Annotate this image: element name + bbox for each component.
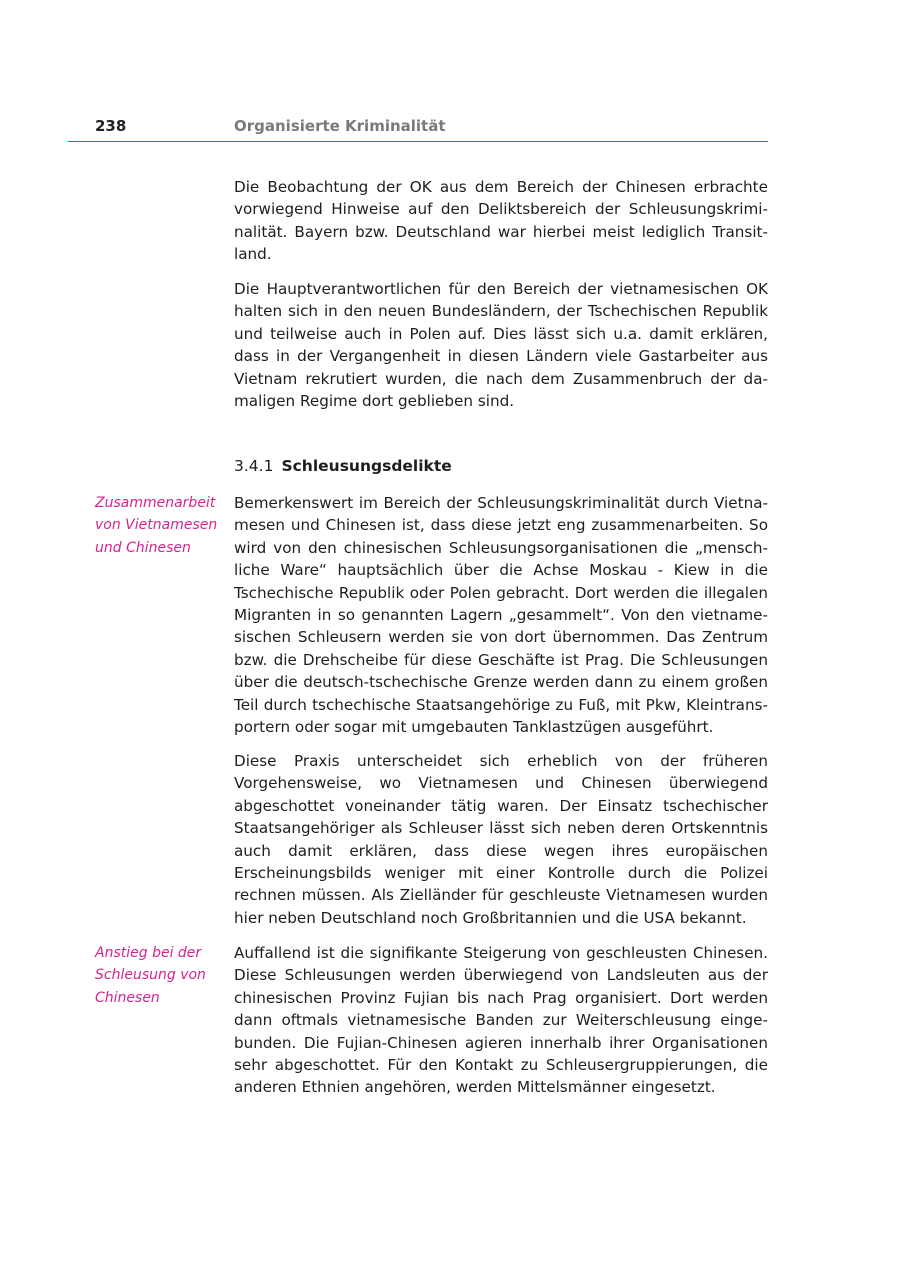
paragraph-practice: Diese Praxis unterscheidet sich erheblich von der früheren Vorgehensweise, wo Vietnamesen und Chinesen überwiegend abgeschottet voneinander tätig waren. Der Einsatz tschechischer Staatsangehöriger als Schleuser lässt sich neben deren Ortskenntnis auch damit erklären, dass diese wegen ihres europäischen Erscheinungsbilds weniger mit einer Kontrolle durch die Polizei rechnen müssen. Als Zielländer für geschleuste Vietnamesen wurden hier neben Deutschland noch Großbritannien und die USA bekannt.	[234, 752, 768, 927]
paragraph-transit: Die Beobachtung der OK aus dem Bereich der Chinesen erbrachte vorwiegend Hinweise auf den Deliktsbereich der Schleusungskriminalität. Bayern bzw. Deutschland war hierbei meist lediglich Transitland.	[234, 178, 768, 264]
margin-note-increase: Anstieg bei der Schleusung von Chinesen	[95, 945, 206, 1006]
section-number: 3.4.1	[234, 457, 274, 475]
paragraph-increase: Auffallend ist die signifikante Steigerung von geschleusten Chinesen. Diese Schleusungen werden überwiegend von Landsleuten aus der chinesischen Provinz Fujian bis nach Prag organisiert. Dort werden dann oftmals vietnamesische Banden zur Weiterschleusung eingebunden. Die Fujian-Chinesen agieren innerhalb ihrer Organisationen sehr abgeschottet. Für den Kontakt zu Schleusergruppierungen, die anderen Ethnien angehören, werden Mittelsmänner eingesetzt.	[234, 944, 768, 1097]
section-title: Schleusungsdelikte	[281, 457, 452, 475]
section-heading	[234, 457, 452, 475]
running-title: Organisierte Kriminalität	[234, 117, 446, 135]
paragraph-cooperation: Bemerkenswert im Bereich der Schleusungskriminalität durch Vietnamesen und Chinesen ist, dass diese jetzt eng zusammenarbeiten. So wird von den chinesischen Schleusungsorganisationen die „menschliche Ware“ hauptsächlich über die Achse Moskau - Kiew in die Tschechische Republik oder Polen gebracht. Dort werden die illegalen Migranten in so genannten Lagern „gesammelt“. Von den vietnamesischen Schleusern werden sie von dort übernommen. Das Zentrum bzw. die Drehscheibe für diese Geschäfte ist Prag. Die Schleusungen über die deutsch-tschechische Grenze werden dann zu einem großen Teil durch tschechische Staatsangehörige zu Fuß, mit Pkw, Kleintransportern oder sogar mit umgebauten Tanklastzügen ausgeführt.	[234, 494, 768, 737]
header-rule	[68, 141, 768, 142]
margin-note-cooperation: Zusammenarbeit von Vietnamesen und Chinesen	[95, 495, 218, 556]
page-number: 238	[95, 117, 127, 135]
paragraph-vietnamese-ok: Die Hauptverantwortlichen für den Bereich der vietnamesischen OK halten sich in den neuen Bundesländern, der Tschechischen Republik und teilweise auch in Polen auf. Dies lässt sich u.a. damit erklären, dass in der Vergangenheit in diesen Ländern viele Gastarbeiter aus Vietnam rekrutiert wurden, die nach dem Zusammenbruch der damaligen Regime dort geblieben sind.	[234, 280, 768, 411]
